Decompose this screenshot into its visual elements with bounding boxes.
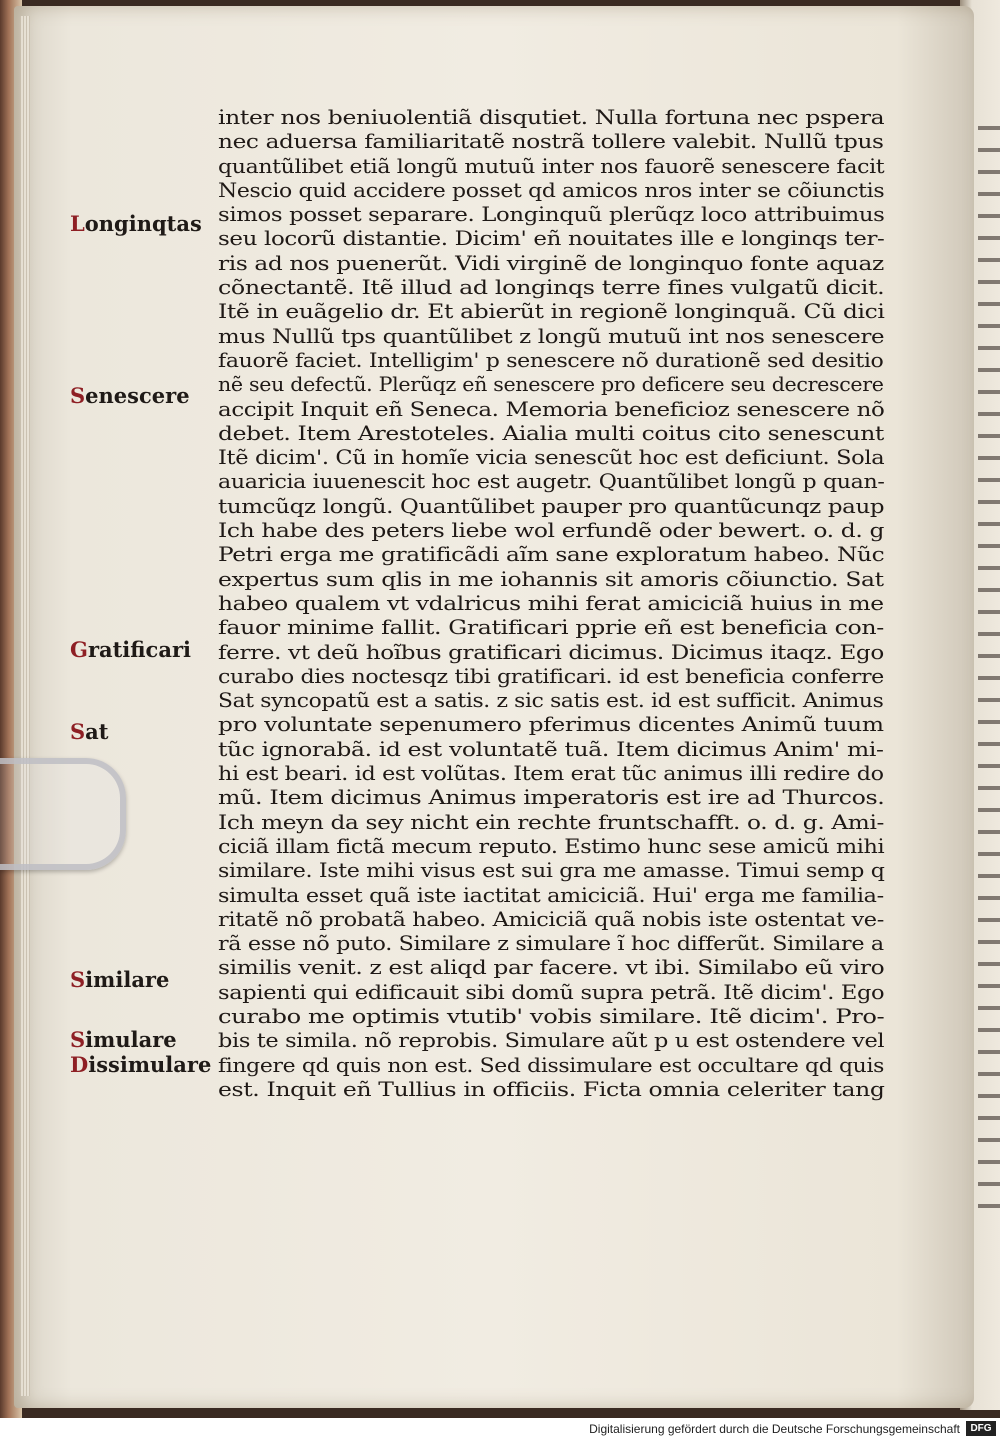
text-line: tũc ignorabã. id est voluntatẽ tuã. Item dicimus Anim' mi- xyxy=(218,737,884,761)
text-line: nẽ seu defectũ. Plerũqz eñ senescere pro deficere seu decrescere xyxy=(218,373,884,397)
text-line: ferre. vt deũ hoĩbus gratificari dicimus. Dicimus itaqz. Ego xyxy=(218,640,884,664)
dfg-logo: DFG xyxy=(966,1421,996,1436)
text-line: cõnectantẽ. Itẽ illud ad longinqs terre fines vulgatũ dicit. xyxy=(218,276,885,300)
margin-note-sat: Sat xyxy=(70,719,109,744)
page-stack-edge xyxy=(20,16,30,1396)
text-line: hi est beari. id est volũtas. Item erat tũc animus illi redire do xyxy=(218,762,884,786)
text-line: debet. Item Arestoteles. Aialia multi coitus cito senescunt xyxy=(218,421,884,445)
page-clip xyxy=(0,758,126,870)
text-line: seu locorũ distantie. Dicim' eñ nouitates ille e longinqs ter- xyxy=(218,227,885,251)
text-line: Sat syncopatũ est a satis. z sic satis est. id est sufficit. Animus xyxy=(218,689,884,713)
text-line: curabo me optimis vtutib' vobis similare. Itẽ dicim'. Pro- xyxy=(218,1004,885,1028)
text-line: fauor minime fallit. Gratificari pprie eñ est beneficia con- xyxy=(218,616,884,640)
main-text-column xyxy=(218,106,884,1102)
margin-note-similare: Similare xyxy=(70,967,170,992)
text-line: simos posset separare. Longinquũ plerũqz loco attribuimus xyxy=(218,203,885,227)
text-line: inter nos beniuolentiã disqutiet. Nulla fortuna nec pspera xyxy=(218,106,885,129)
margin-note-senescere: Senescere xyxy=(70,383,190,408)
text-line: auaricia iuuenescit hoc est augetr. Quantũlibet longũ p quan- xyxy=(218,470,885,494)
text-line: similis venit. z est aliqd par facere. vt ibi. Similabo eũ viro xyxy=(218,956,885,980)
text-line: similare. Iste mihi visus est sui gra me amasse. Timui semp q xyxy=(218,859,885,883)
text-line: mũ. Item dicimus Animus imperatoris est ire ad Thurcos. xyxy=(218,786,885,810)
text-line: fauorẽ faciet. Intelligim' p senescere nõ durationẽ sed desitio xyxy=(218,348,884,372)
text-line: quantũlibet etiã longũ mutuũ inter nos fauorẽ senescere facit xyxy=(218,154,885,178)
text-line: ritatẽ nõ probatã habeo. Amiciciã quã nobis iste ostentat ve- xyxy=(218,907,884,931)
text-line: bis te simila. nõ reprobis. Simulare aũt p u est ostendere vel xyxy=(218,1029,885,1053)
text-line: sapienti qui edificauit sibi domũ supra petrã. Itẽ dicim'. Ego xyxy=(218,980,885,1004)
text-line: pro voluntate sepenumero pferimus dicentes Animũ tuum xyxy=(218,713,884,737)
text-line: Ich habe des peters liebe wol erfundẽ oder bewert. o. d. g xyxy=(218,519,885,543)
text-line: habeo qualem vt vdalricus mihi ferat amiciciã huius in me xyxy=(218,591,884,615)
text-line: simulta esset quã iste iactitat amiciciã. Hui' erga me familia- xyxy=(218,883,884,907)
text-line: fingere qd quis non est. Sed dissimulare est occultare qd quis xyxy=(218,1053,884,1077)
footer-bar xyxy=(0,1418,1000,1440)
text-line: mus Nullũ tps quantũlibet z longũ mutuũ int nos senescere xyxy=(218,324,885,348)
text-line: Petri erga me gratificãdi aĩm sane exploratum habeo. Nũc xyxy=(218,543,885,567)
margin-note-longinqtas: Longinqtas xyxy=(70,211,202,236)
text-line: Ich meyn da sey nicht ein rechte fruntschafft. o. d. g. Ami- xyxy=(218,810,885,834)
text-line: accipit Inquit eñ Seneca. Memoria beneficioz senescere nõ xyxy=(218,397,885,421)
facing-page-text-fragments xyxy=(978,110,1000,1210)
text-line: nec aduersa familiaritatẽ nostrã tollere valebit. Nullũ tpus xyxy=(218,130,884,154)
text-line: rã esse nõ puto. Similare z simulare ĩ hoc differũt. Similare a xyxy=(218,932,884,956)
text-line: Itẽ dicim'. Cũ in homĩe vicia senescũt hoc est deficiunt. Sola xyxy=(218,446,885,470)
text-line: Itẽ in euãgelio dr. Et abierũt in regionẽ longinquã. Cũ dici xyxy=(218,300,885,324)
text-line: ciciã illam fictã mecum reputo. Estimo hunc sese amicũ mihi xyxy=(218,834,885,858)
margin-note-simulare: Simulare xyxy=(70,1027,177,1052)
bleed-through-heading xyxy=(400,40,660,100)
text-line: tumcũqz longũ. Quantũlibet pauper pro quantũcunqz paup xyxy=(218,494,885,518)
text-line: expertus sum qlis in me iohannis sit amoris cõiunctio. Sat xyxy=(218,567,884,591)
margin-note-gratificari: Gratificari xyxy=(70,637,191,662)
text-line: Nescio quid accidere posset qd amicos nros inter se cõiunctis xyxy=(218,178,885,202)
text-line: ris ad nos puenerũt. Vidi virginẽ de longinquo fonte aquaz xyxy=(218,251,884,275)
text-line: curabo dies noctesqz tibi gratificari. id est beneficia conferre xyxy=(218,664,884,688)
margin-note-dissimulare: Dissimulare xyxy=(70,1052,212,1077)
text-line: est. Inquit eñ Tullius in officiis. Ficta omnia celeriter tang xyxy=(218,1077,885,1101)
funding-credit: Digitalisierung gefördert durch die Deutsche Forschungsgemeinschaft xyxy=(589,1422,960,1436)
